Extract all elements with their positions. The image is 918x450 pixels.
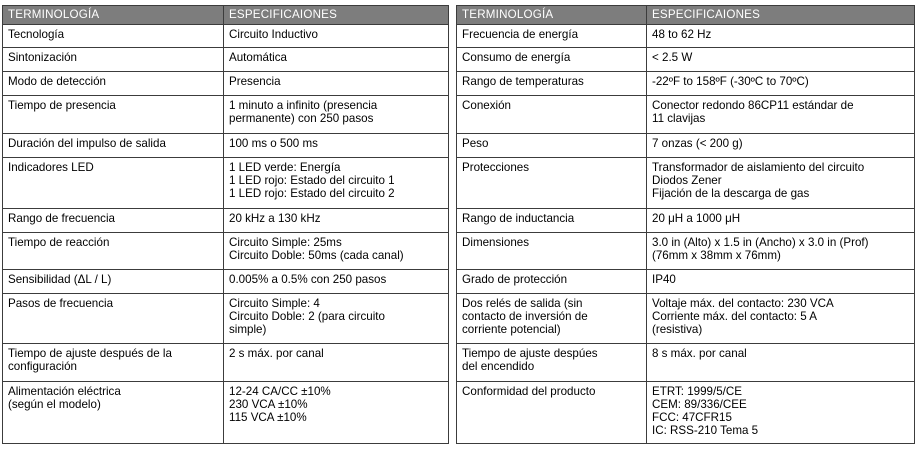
spec-cell: Transformador de aislamiento del circuito Diodos Zener Fijación de la descarga de gas <box>647 158 915 209</box>
spec-table-left <box>2 5 449 444</box>
table-row <box>457 233 915 270</box>
table-row <box>457 134 915 158</box>
header-terminology: TERMINOLOGÍA <box>3 6 224 25</box>
table-row <box>3 96 449 134</box>
term-cell: Sintonización <box>3 48 224 72</box>
term-cell: Alimentación eléctrica (según el modelo) <box>3 382 224 444</box>
table-row <box>3 294 449 344</box>
term-cell: Conformidad del producto <box>457 382 647 444</box>
spec-cell: IP40 <box>647 270 915 294</box>
table-row <box>457 25 915 48</box>
table-row <box>3 209 449 233</box>
header-terminology: TERMINOLOGÍA <box>457 6 647 25</box>
spec-cell: Circuito Inductivo <box>224 25 449 48</box>
term-cell: Rango de frecuencia <box>3 209 224 233</box>
table-row <box>457 48 915 72</box>
term-cell: Tiempo de presencia <box>3 96 224 134</box>
table-row <box>3 344 449 382</box>
table-row <box>3 382 449 444</box>
spec-cell: Voltaje máx. del contacto: 230 VCA Corriente máx. del contacto: 5 A (resistiva) <box>647 294 915 344</box>
table-row <box>3 158 449 209</box>
table-row <box>3 233 449 270</box>
term-cell: Rango de temperaturas <box>457 72 647 96</box>
table-row <box>457 96 915 134</box>
term-cell: Sensibilidad (ΔL / L) <box>3 270 224 294</box>
term-cell: Dos relés de salida (sin contacto de inversión de corriente potencial) <box>457 294 647 344</box>
table-row <box>3 48 449 72</box>
spec-cell: 1 LED verde: Energía 1 LED rojo: Estado del circuito 1 1 LED rojo: Estado del circuito 2 <box>224 158 449 209</box>
spec-cell: 1 minuto a infinito (presencia permanente) con 250 pasos <box>224 96 449 134</box>
spec-table-right <box>456 5 915 444</box>
term-cell: Tiempo de reacción <box>3 233 224 270</box>
spec-cell: ETRT: 1999/5/CE CEM: 89/336/CEE FCC: 47CFR15 IC: RSS-210 Tema 5 <box>647 382 915 444</box>
term-cell: Frecuencia de energía <box>457 25 647 48</box>
term-cell: Consumo de energía <box>457 48 647 72</box>
table-row <box>457 344 915 382</box>
term-cell: Peso <box>457 134 647 158</box>
spec-cell: 20 kHz a 130 kHz <box>224 209 449 233</box>
header-row <box>457 6 915 25</box>
term-cell: Dimensiones <box>457 233 647 270</box>
term-cell: Conexión <box>457 96 647 134</box>
spec-cell: -22ºF to 158ºF (-30ºC to 70ºC) <box>647 72 915 96</box>
term-cell: Tiempo de ajuste después de la configuración <box>3 344 224 382</box>
spec-cell: Automática <box>224 48 449 72</box>
table-row <box>3 134 449 158</box>
table-row <box>457 209 915 233</box>
term-cell: Indicadores LED <box>3 158 224 209</box>
spec-cell: 2 s máx. por canal <box>224 344 449 382</box>
spec-cell: 7 onzas (< 200 g) <box>647 134 915 158</box>
table-row <box>457 382 915 444</box>
spec-cell: < 2.5 W <box>647 48 915 72</box>
term-cell: Grado de protección <box>457 270 647 294</box>
spec-cell: 48 to 62 Hz <box>647 25 915 48</box>
table-row <box>457 270 915 294</box>
spec-cell: 3.0 in (Alto) x 1.5 in (Ancho) x 3.0 in (Prof) (76mm x 38mm x 76mm) <box>647 233 915 270</box>
spec-cell: 20 μH a 1000 μH <box>647 209 915 233</box>
term-cell: Tecnología <box>3 25 224 48</box>
table-row <box>3 25 449 48</box>
term-cell: Modo de detección <box>3 72 224 96</box>
spec-cell: 12-24 CA/CC ±10% 230 VCA ±10% 115 VCA ±10% <box>224 382 449 444</box>
spec-cell: 8 s máx. por canal <box>647 344 915 382</box>
spec-cell: Conector redondo 86CP11 estándar de 11 clavijas <box>647 96 915 134</box>
spec-cell: Circuito Simple: 4 Circuito Doble: 2 (para circuito simple) <box>224 294 449 344</box>
spec-cell: Circuito Simple: 25ms Circuito Doble: 50ms (cada canal) <box>224 233 449 270</box>
header-row <box>3 6 449 25</box>
table-row <box>3 270 449 294</box>
table-row <box>457 72 915 96</box>
spec-cell: 0.005% a 0.5% con 250 pasos <box>224 270 449 294</box>
term-cell: Rango de inductancia <box>457 209 647 233</box>
term-cell: Tiempo de ajuste despúes del encendido <box>457 344 647 382</box>
term-cell: Pasos de frecuencia <box>3 294 224 344</box>
table-row <box>457 294 915 344</box>
table-row <box>3 72 449 96</box>
header-specifications: ESPECIFICAIONES <box>224 6 449 25</box>
spec-cell: Presencia <box>224 72 449 96</box>
header-specifications: ESPECIFICAIONES <box>647 6 915 25</box>
term-cell: Protecciones <box>457 158 647 209</box>
table-row <box>457 158 915 209</box>
spec-cell: 100 ms o 500 ms <box>224 134 449 158</box>
term-cell: Duración del impulso de salida <box>3 134 224 158</box>
